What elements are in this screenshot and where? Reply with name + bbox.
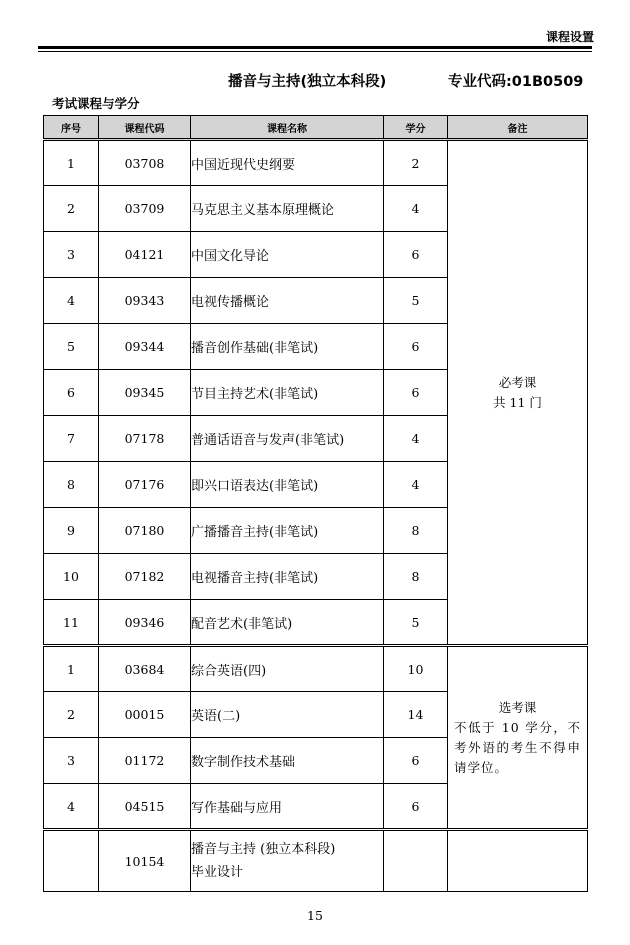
- course-code: 07176: [99, 462, 191, 508]
- thesis-index: [44, 830, 99, 892]
- course-credit: 6: [384, 232, 448, 278]
- course-credit: 6: [384, 370, 448, 416]
- course-index: 9: [44, 508, 99, 554]
- page-number: 15: [307, 908, 323, 923]
- course-index: 2: [44, 692, 99, 738]
- course-code: 04121: [99, 232, 191, 278]
- course-name: 即兴口语表达(非笔试): [191, 462, 384, 508]
- course-credit: 10: [384, 646, 448, 692]
- header-rule-thick: [38, 46, 592, 49]
- course-name: 中国文化导论: [191, 232, 384, 278]
- course-index: 6: [44, 370, 99, 416]
- header-course-code: 课程代码: [99, 116, 191, 140]
- header-credit: 学分: [384, 116, 448, 140]
- section-title: 考试课程与学分: [52, 96, 140, 111]
- course-name: 英语(二): [191, 692, 384, 738]
- course-code: 09346: [99, 600, 191, 646]
- elective-note: [448, 646, 588, 830]
- course-code: 03709: [99, 186, 191, 232]
- course-credit: 14: [384, 692, 448, 738]
- course-name: 数字制作技术基础: [191, 738, 384, 784]
- course-index: 2: [44, 186, 99, 232]
- course-index: 3: [44, 232, 99, 278]
- course-code: 07178: [99, 416, 191, 462]
- chapter-header-label: 课程设置: [545, 30, 594, 44]
- course-code: 07180: [99, 508, 191, 554]
- course-index: 1: [44, 140, 99, 186]
- thesis-row: [44, 830, 588, 892]
- course-credit: 4: [384, 186, 448, 232]
- course-index: 8: [44, 462, 99, 508]
- course-index: 10: [44, 554, 99, 600]
- course-code: 07182: [99, 554, 191, 600]
- required-note: [448, 140, 588, 646]
- course-name: 广播播音主持(非笔试): [191, 508, 384, 554]
- course-code: 09344: [99, 324, 191, 370]
- elective-note-title: 选考课: [498, 699, 537, 715]
- header-course-name: 课程名称: [191, 116, 384, 140]
- course-credit: 2: [384, 140, 448, 186]
- course-credit: 8: [384, 554, 448, 600]
- course-code: 09343: [99, 278, 191, 324]
- course-credit: 4: [384, 416, 448, 462]
- course-code: 04515: [99, 784, 191, 830]
- course-credit: 5: [384, 600, 448, 646]
- header-rule-thin: [38, 51, 592, 52]
- required-note-count: 共 11 门: [493, 394, 542, 410]
- course-credit: 5: [384, 278, 448, 324]
- table-row: [44, 140, 588, 186]
- course-name: 综合英语(四): [191, 646, 384, 692]
- elective-note-text: 不低于 10 学分，不考外语的考生不得申请学位。: [454, 719, 581, 775]
- course-code: 03708: [99, 140, 191, 186]
- course-credit: 4: [384, 462, 448, 508]
- thesis-code: 10154: [99, 830, 191, 892]
- course-credit: 6: [384, 324, 448, 370]
- thesis-name-line2: 毕业设计: [191, 865, 244, 880]
- header-remark: 备注: [448, 116, 588, 140]
- course-credit: 6: [384, 738, 448, 784]
- course-index: 7: [44, 416, 99, 462]
- course-name: 播音创作基础(非笔试): [191, 324, 384, 370]
- table-row: [44, 646, 588, 692]
- thesis-credit: [384, 830, 448, 892]
- thesis-remark: [448, 830, 588, 892]
- major-code: 专业代码:01B0509: [448, 74, 584, 90]
- course-name: 节目主持艺术(非笔试): [191, 370, 384, 416]
- course-index: 1: [44, 646, 99, 692]
- course-name: 电视播音主持(非笔试): [191, 554, 384, 600]
- course-name: 普通话语音与发声(非笔试): [191, 416, 384, 462]
- course-index: 4: [44, 278, 99, 324]
- course-name: 中国近现代史纲要: [191, 140, 384, 186]
- table-header-row: [44, 116, 588, 140]
- course-name: 马克思主义基本原理概论: [191, 186, 384, 232]
- thesis-name-line1: 播音与主持 (独立本科段): [191, 842, 336, 857]
- course-index: 3: [44, 738, 99, 784]
- course-table: [43, 115, 588, 892]
- course-code: 01172: [99, 738, 191, 784]
- course-code: 09345: [99, 370, 191, 416]
- course-credit: 8: [384, 508, 448, 554]
- course-name: 电视传播概论: [191, 278, 384, 324]
- course-index: 11: [44, 600, 99, 646]
- course-code: 03684: [99, 646, 191, 692]
- course-name: 写作基础与应用: [191, 784, 384, 830]
- required-note-title: 必考课: [498, 374, 537, 390]
- thesis-name: [191, 830, 384, 892]
- header-index: 序号: [44, 116, 99, 140]
- course-index: 4: [44, 784, 99, 830]
- course-code: 00015: [99, 692, 191, 738]
- course-name: 配音艺术(非笔试): [191, 600, 384, 646]
- course-index: 5: [44, 324, 99, 370]
- major-title: 播音与主持(独立本科段): [228, 74, 387, 90]
- course-credit: 6: [384, 784, 448, 830]
